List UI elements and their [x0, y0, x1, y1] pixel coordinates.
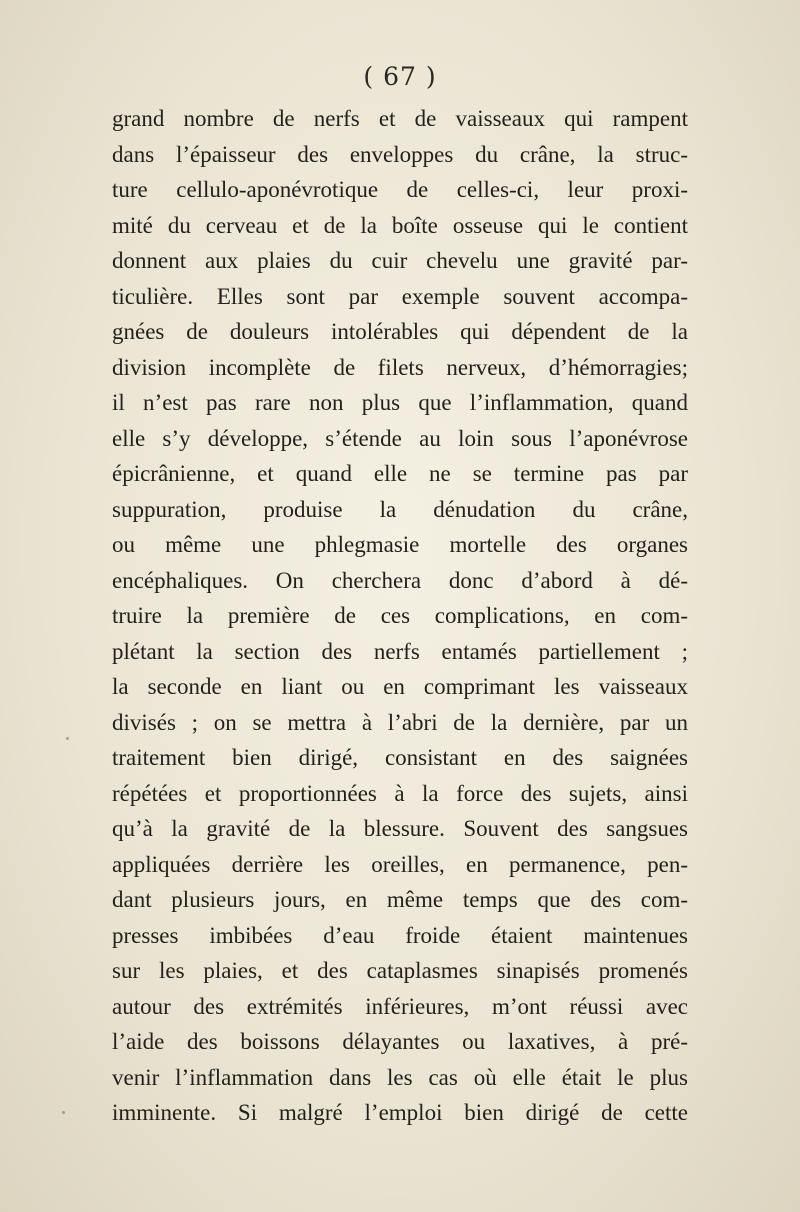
text-line: truire la première de ces complications, en com- [112, 603, 688, 628]
text-line: divisés ; on se mettra à l’abri de la dernière, par un [112, 709, 688, 735]
paper-speck [118, 470, 121, 473]
text-line: ticulière. Elles sont par exemple souvent accompa- [112, 283, 688, 309]
text-line: mité du cerveau et de la boîte osseuse qui le contient [112, 212, 688, 238]
text-line: autour des extrémités inférieures, m’ont réussi avec [112, 993, 688, 1019]
text-line: gnées de douleurs intolérables qui dépendent de la [112, 319, 688, 344]
text-line: suppuration, produise la dénudation du crâne, [112, 496, 688, 522]
text-line: appliquées derrière les oreilles, en permanence, pen- [112, 851, 688, 877]
paper-speck [62, 1111, 65, 1114]
text-line: division incomplète de filets nerveux, d’hémorragies; [112, 354, 688, 380]
text-line: elle s’y développe, s’étende au loin sous l’aponévrose [112, 425, 688, 451]
text-line: dant plusieurs jours, en même temps que des com- [112, 887, 688, 912]
text-line: imminente. Si malgré l’emploi bien dirigé de cette [112, 1100, 688, 1125]
text-line: ture cellulo-aponévrotique de celles-ci, leur proxi- [112, 177, 688, 202]
text-line: encéphaliques. On cherchera donc d’abord à dé- [112, 567, 688, 593]
text-line: la seconde en liant ou en comprimant les vaisseaux [112, 674, 688, 699]
text-line: qu’à la gravité de la blessure. Souvent des sangsues [112, 816, 688, 841]
text-line: grand nombre de nerfs et de vaisseaux qui rampent [112, 106, 688, 131]
paper-speck [66, 737, 69, 740]
text-line: répétées et proportionnées à la force des sujets, ainsi [112, 780, 688, 806]
text-line: il n’est pas rare non plus que l’inflammation, quand [112, 390, 688, 415]
text-line: traitement bien dirigé, consistant en des saignées [112, 745, 688, 770]
text-line: donnent aux plaies du cuir chevelu une gravité par- [112, 248, 688, 273]
text-line: épicrânienne, et quand elle ne se termine pas par [112, 461, 688, 486]
text-line: plétant la section des nerfs entamés partiellement ; [112, 638, 688, 664]
page-number: ( 67 ) [363, 62, 437, 91]
text-line: dans l’épaisseur des enveloppes du crâne, la struc- [112, 141, 688, 167]
text-line: venir l’inflammation dans les cas où elle était le plus [112, 1064, 688, 1090]
text-line: l’aide des boissons délayantes ou laxatives, à pré- [112, 1029, 688, 1054]
text-line: presses imbibées d’eau froide étaient maintenues [112, 922, 688, 948]
body-text [112, 101, 688, 1131]
text-line: ou même une phlegmasie mortelle des organes [112, 532, 688, 557]
text-line: sur les plaies, et des cataplasmes sinapisés promenés [112, 958, 688, 983]
